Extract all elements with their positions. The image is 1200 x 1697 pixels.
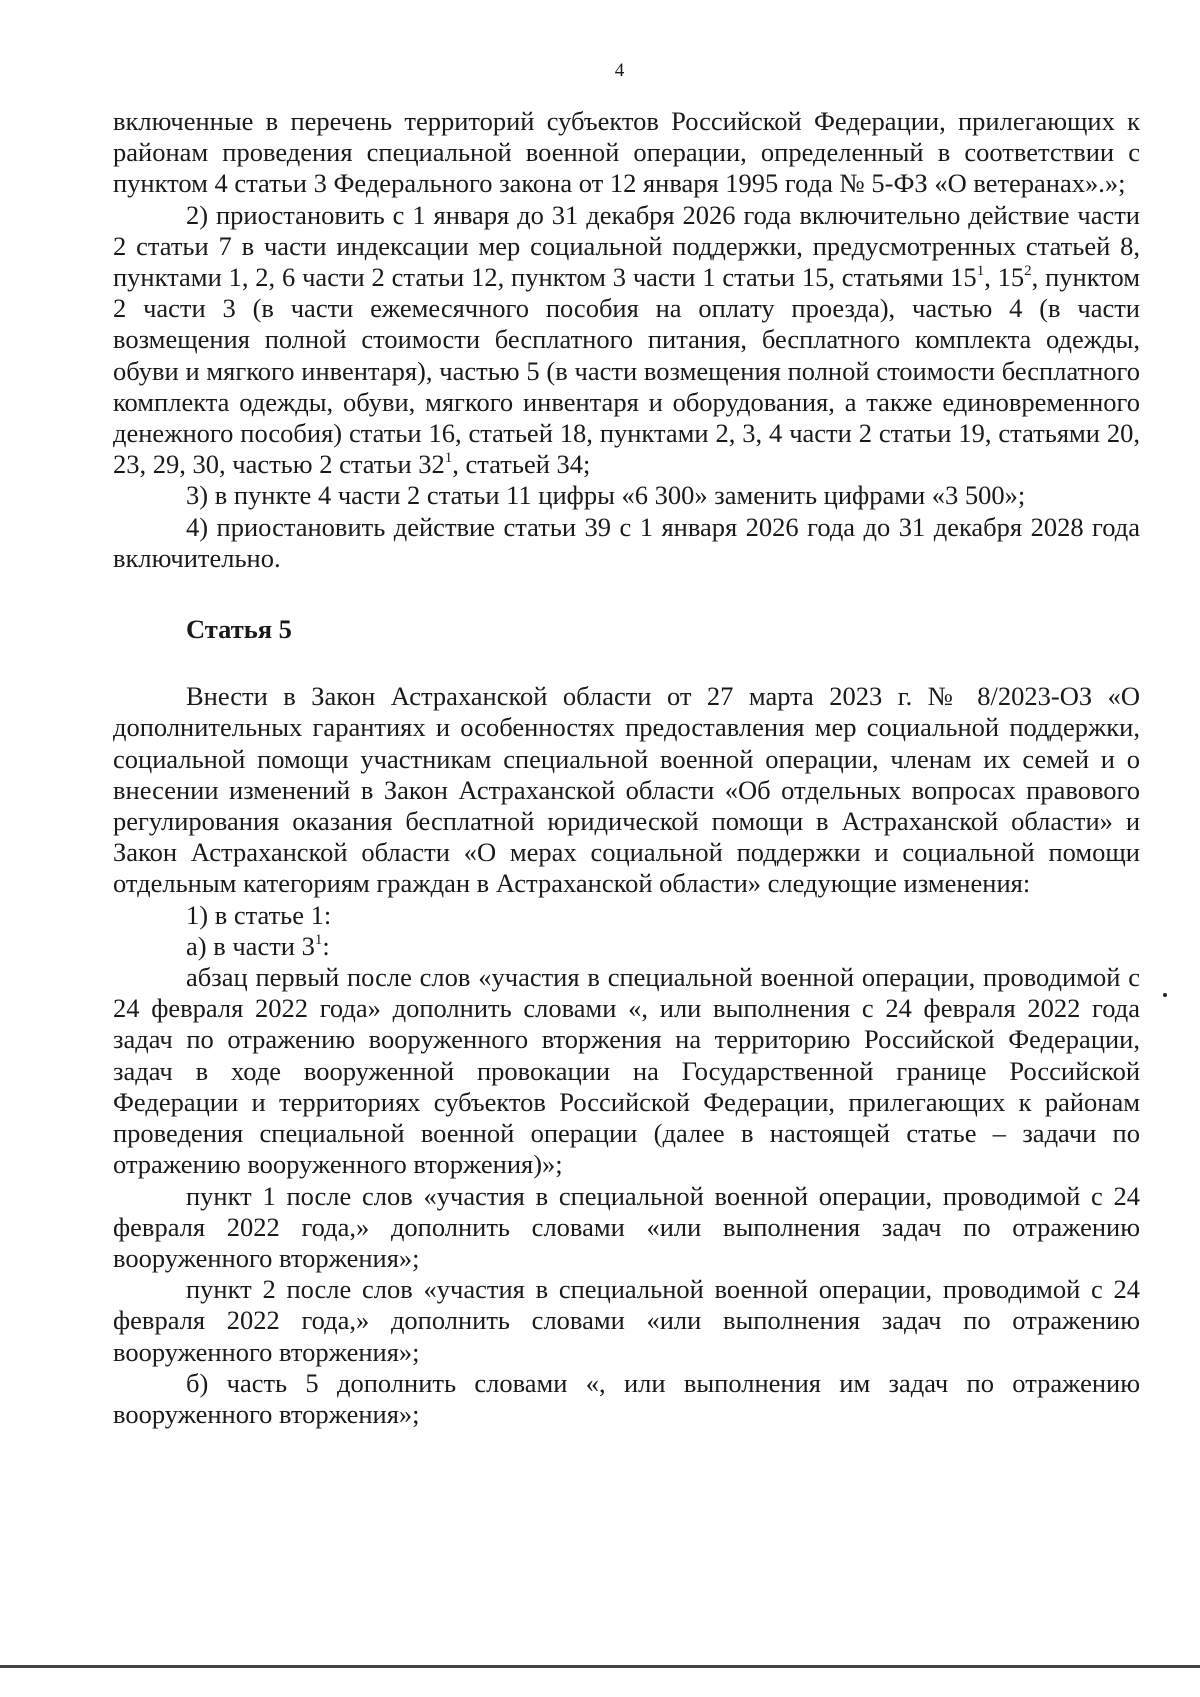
paragraph-item-4: 4) приостановить действие статьи 39 с 1 января 2026 года до 31 декабря 2028 года включительно. [113, 511, 1140, 573]
paragraph-intro: включенные в перечень территорий субъектов Российской Федерации, прилегающих к районам проведения специальной военной операции, определенный в соответствии с пунктом 4 статьи 3 Федерального закона от 12 января 1995 года № 5-ФЗ «О ветеранах».»; [113, 106, 1140, 199]
document-body [113, 106, 1140, 1430]
text-run: 2) приостановить с 1 января до 31 декабря 2026 года включительно действие части 2 статьи 7 в части индексации мер социальной поддержки, предусмотренных статьей 8, пунктами 1, 2, 6 части 2 статьи 12, пунктом 3 части 1 статьи 15, статьями 15 [113, 199, 1140, 293]
text-run: , статьей 34; [452, 449, 591, 480]
bottom-rule [0, 1665, 1200, 1668]
paragraph-subitem-a [113, 931, 1140, 962]
page-number: 4 [614, 60, 625, 81]
paragraph-article-5-intro: Внести в Закон Астраханской области от 27 марта 2023 г. № 8/2023-ОЗ «О дополнительных гарантиях и особенностях предоставления мер социальной поддержки, социальной помощи участникам специальной военной операции, членам их семей и о внесении изменений в Закон Астраханской области «Об отдельных вопросах правового регулирования оказания бесплатной юридической помощи в Астраханской области» и Закон Астраханской области «О мерах социальной поддержки и социальной помощи отдельным категориям граждан в Астраханской области» следующие изменения: [113, 681, 1140, 899]
paragraph-abzac-first: абзац первый после слов «участия в специальной военной операции, проводимой с 24 февраля 2022 года» дополнить словами «, или выполнения с 24 февраля 2022 года задач по отражению вооруженного вторжения на территорию Российской Федерации, задач в ходе вооруженной провокации на Государственной границе Российской Федерации и территориях субъектов Российской Федерации, прилегающих к районам проведения специальной военной операции (далее в настоящей статье – задачи по отражению вооруженного вторжения)»; [113, 962, 1140, 1180]
document-page [113, 60, 1140, 1430]
superscript: 1 [314, 931, 323, 948]
text-run: , пунктом 2 части 3 (в части ежемесячного пособия на оплату проезда), частью 4 (в части возмещения полной стоимости бесплатного питания, бесплатного комплекта одежды, обуви и мягкого инвентаря), частью 5 (в части возмещения полной стоимости бесплатного комплекта одежды, обуви, мягкого инвентаря и оборудования, а также единовременного денежного пособия) статьи 16, статьей 18, пунктами 2, 3, 4 части 2 статьи 19, статьями 20, 23, 29, 30, частью 2 статьи 32 [113, 262, 1141, 480]
article-heading: Статья 5 [186, 614, 292, 645]
scan-dot-mark [1163, 993, 1167, 997]
paragraph-item-2 [113, 200, 1140, 481]
superscript: 1 [976, 263, 985, 280]
superscript: 2 [1024, 263, 1032, 280]
paragraph-item-1: 1) в статье 1: [186, 899, 332, 930]
text-run: , 15 [984, 262, 1025, 293]
paragraph-subitem-b: б) часть 5 дополнить словами «, или выполнения им задач по отражению вооруженного вторжения»; [113, 1367, 1140, 1429]
paragraph-item-3: 3) в пункте 4 части 2 статьи 11 цифры «6 300» заменить цифрами «3 500»; [186, 480, 1026, 511]
text-run: : [322, 930, 330, 961]
text-run: а) в части 3 [186, 930, 315, 961]
superscript: 1 [444, 450, 453, 467]
paragraph-punkt-2: пункт 2 после слов «участия в специальной военной операции, проводимой с 24 февраля 2022 года,» дополнить словами «или выполнения задач по отражению вооруженного вторжения»; [113, 1274, 1140, 1367]
paragraph-punkt-1: пункт 1 после слов «участия в специальной военной операции, проводимой с 24 февраля 2022 года,» дополнить словами «или выполнения задач по отражению вооруженного вторжения»; [113, 1180, 1140, 1273]
